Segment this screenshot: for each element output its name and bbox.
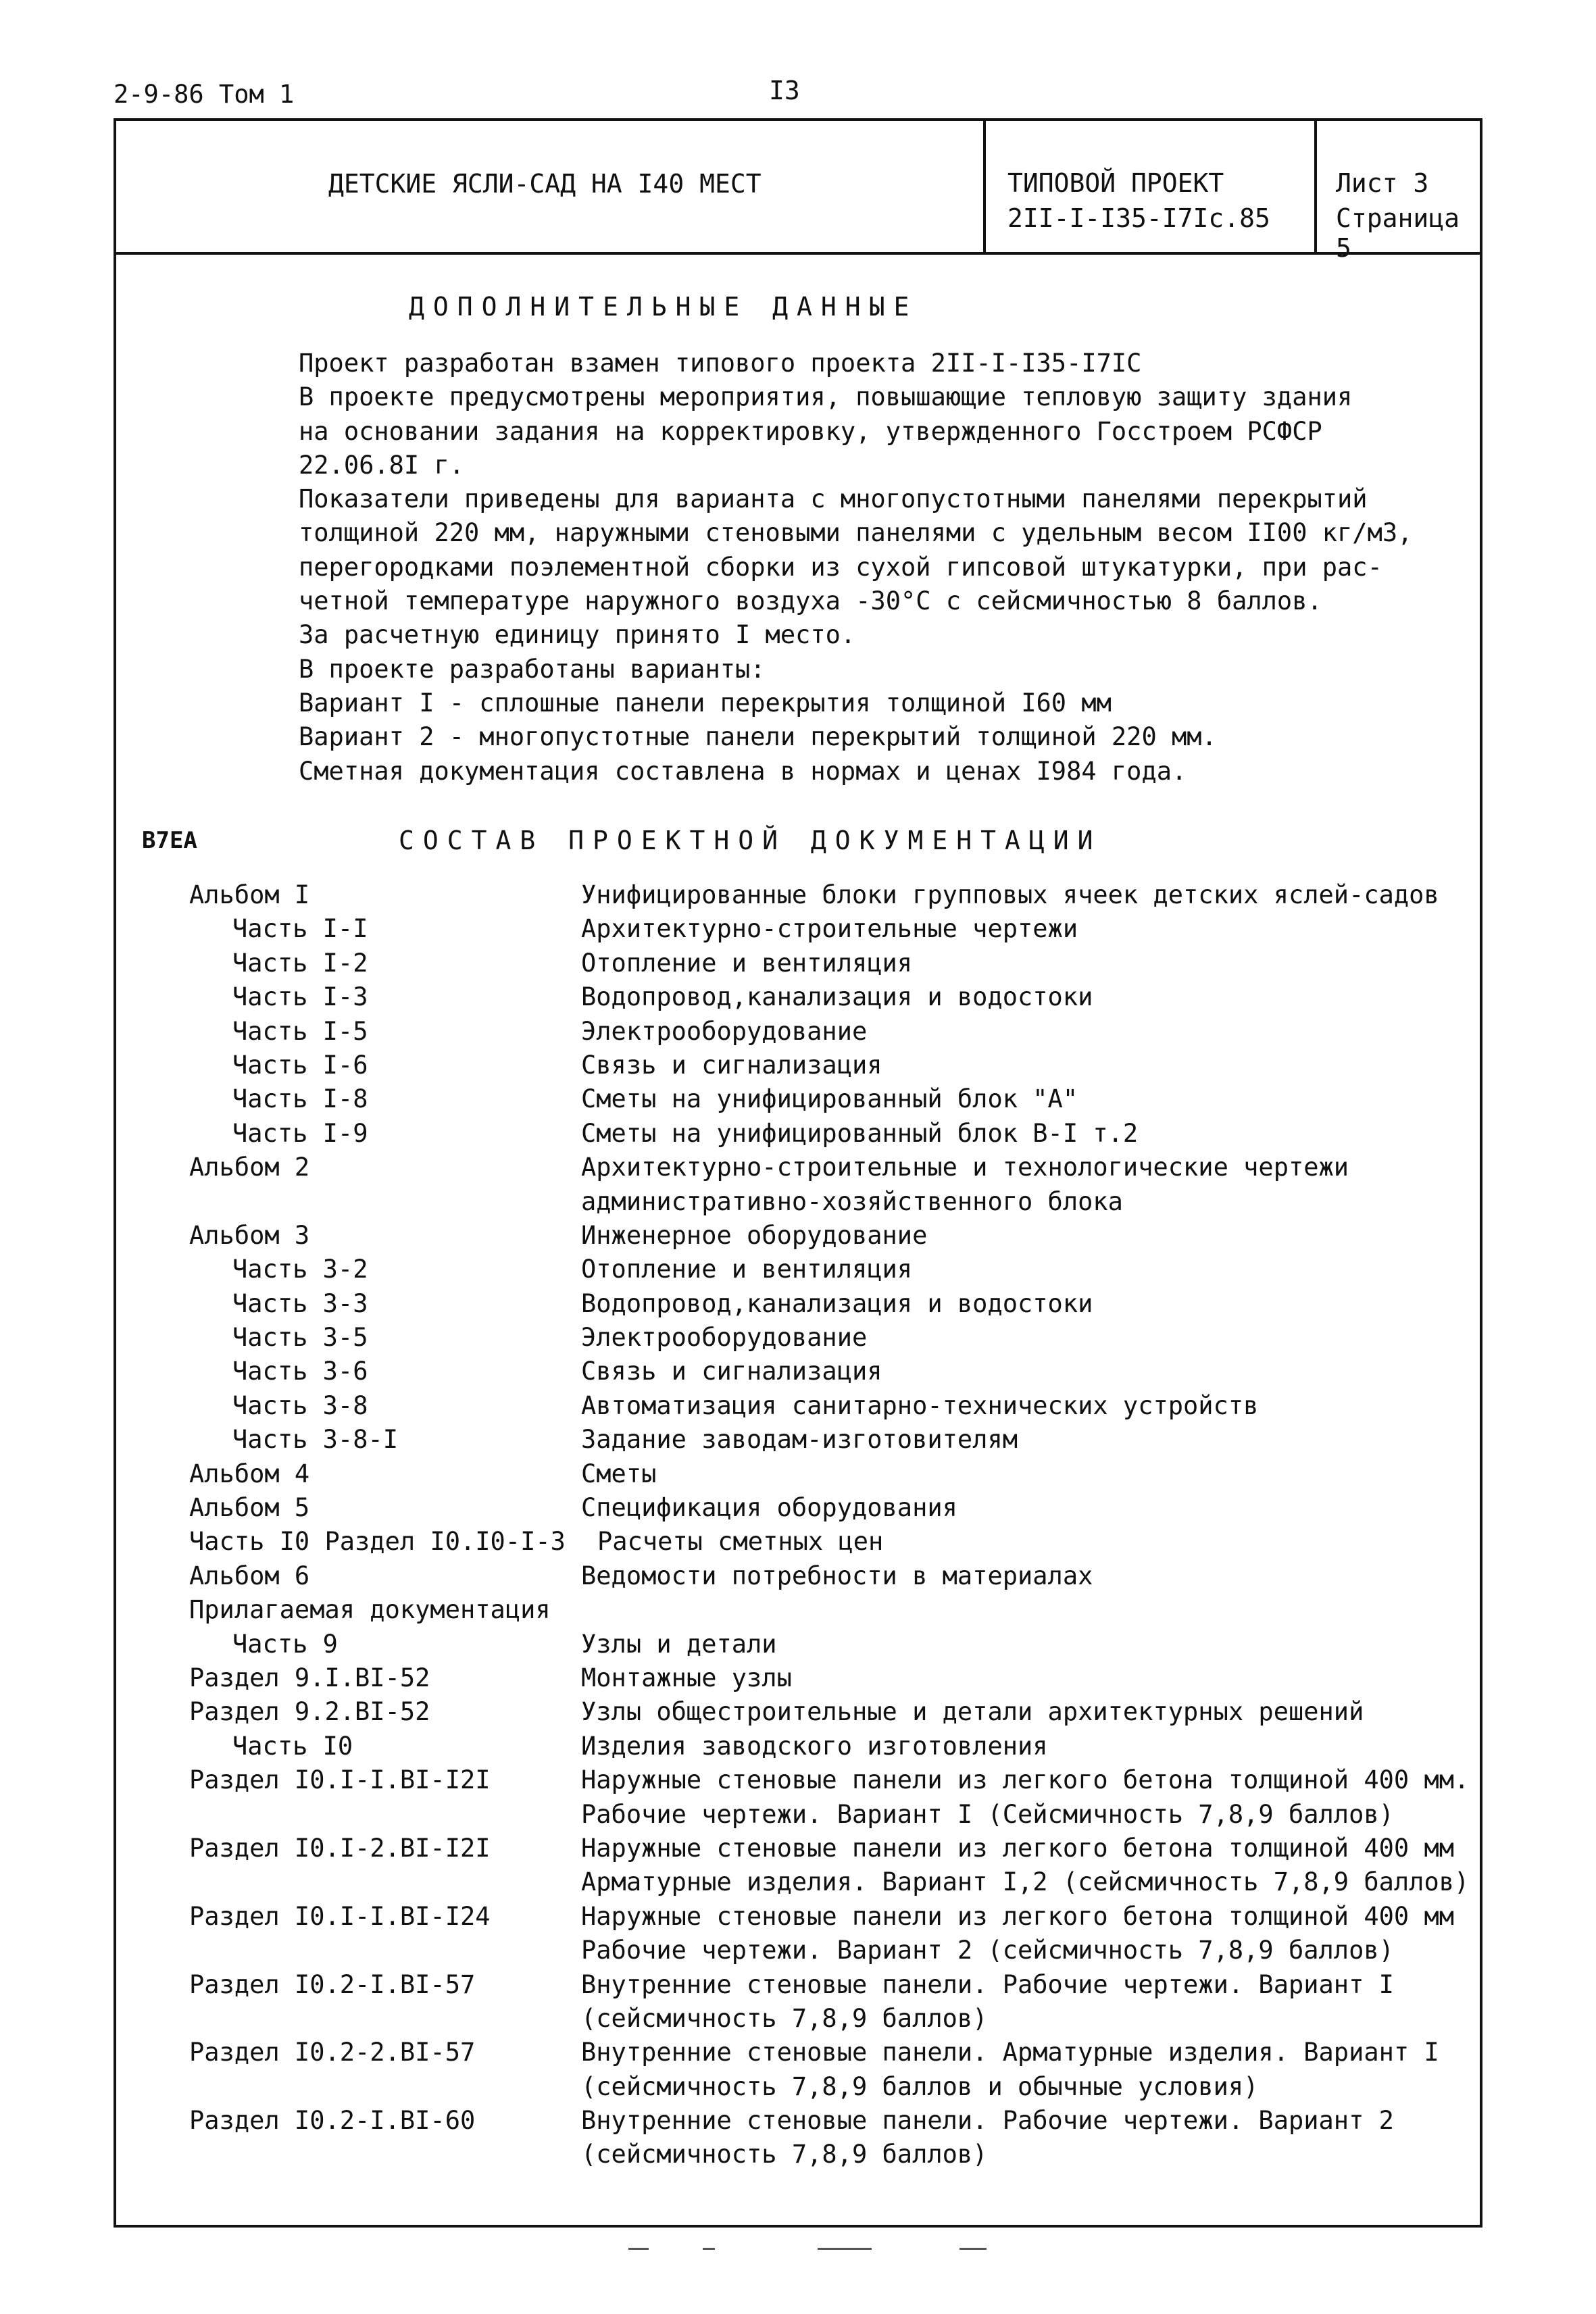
item-label: Часть 3-3 <box>232 1288 368 1318</box>
list-item <box>189 2070 1473 2104</box>
list-item <box>189 1491 1473 1525</box>
item-label: Часть I-5 <box>232 1016 368 1046</box>
title-block <box>116 121 1480 263</box>
item-label: Раздел 9.I.BI-52 <box>189 1663 430 1692</box>
item-label: Альбом 5 <box>189 1493 310 1523</box>
item-description: административно-хозяйственного блока <box>581 1186 1123 1216</box>
series-label: 2-9-86 Том 1 <box>114 80 295 109</box>
item-description: Наружные стеновые панели из легкого бетона толщиной 400 мм. <box>581 1765 1470 1795</box>
list-item <box>189 1457 1473 1491</box>
list-item <box>189 1832 1473 1865</box>
list-item <box>189 1628 1473 1661</box>
object-name: ДЕТСКИЕ ЯСЛИ-САД НА I40 МЕСТ <box>328 169 762 199</box>
project-code: 2II-I-I35-I7Iс.85 <box>1007 203 1270 233</box>
list-item <box>189 1900 1473 1934</box>
item-description: Ведомости потребности в материалах <box>581 1561 1093 1590</box>
list-item <box>189 1798 1473 1832</box>
item-label: Раздел 9.2.BI-52 <box>189 1697 430 1727</box>
item-description: Рабочие чертежи. Вариант 2 (сейсмичность 7,8,9 баллов) <box>581 1936 1394 1965</box>
page-index: Страница 5 <box>1336 203 1460 263</box>
item-description: Наружные стеновые панели из легкого бетона толщиной 400 мм <box>581 1833 1455 1863</box>
text-line: Проект разработан взамен типового проекта 2II-I-I35-I7IС <box>299 349 1142 378</box>
item-description: (сейсмичность 7,8,9 баллов) <box>581 2140 988 2169</box>
list-item <box>189 1661 1473 1695</box>
item-label: Часть 3-5 <box>232 1323 368 1353</box>
text-line: четной температуре наружного воздуха -30°С с сейсмичностью 8 баллов. <box>299 586 1322 616</box>
item-description: Узлы общестроительные и детали архитектурных решений <box>581 1697 1364 1727</box>
title-cell-object <box>116 121 986 252</box>
list-item <box>189 1968 1473 2002</box>
footer-mark <box>959 2248 987 2250</box>
item-description: Арматурные изделия. Вариант I,2 (сейсмичность 7,8,9 баллов) <box>581 1867 1470 1897</box>
item-label: Часть 3-6 <box>232 1357 368 1386</box>
item-description: Спецификация оборудования <box>581 1493 957 1523</box>
item-description: (сейсмичность 7,8,9 баллов) <box>581 2003 988 2033</box>
item-label: Альбом I <box>189 880 310 909</box>
item-label: Раздел I0.I-I.BI-I24 <box>189 1901 491 1931</box>
item-description: Наружные стеновые панели из легкого бетона толщиной 400 мм <box>581 1901 1455 1931</box>
item-description: Сметы на унифицированный блок В-I т.2 <box>581 1118 1139 1148</box>
list-item <box>189 1321 1473 1355</box>
item-label: Раздел I0.2-2.BI-57 <box>189 2038 476 2067</box>
item-label: Часть 3-2 <box>232 1255 368 1284</box>
text-line: За расчетную единицу принято I место. <box>299 620 856 650</box>
list-item <box>189 1695 1473 1729</box>
item-label: Часть I0 <box>232 1731 353 1761</box>
list-item <box>189 1865 1473 1899</box>
additional-data-heading: ДОПОЛНИТЕЛЬНЫЕ ДАННЫЕ <box>409 292 918 322</box>
item-description: Связь и сигнализация <box>581 1357 882 1386</box>
item-description: Отопление и вентиляция <box>581 1255 913 1284</box>
text-line: толщиной 220 мм, наружными стеновыми панелями с удельным весом II00 кг/м3, <box>299 518 1413 548</box>
list-item <box>189 2104 1473 2138</box>
item-description: Узлы и детали <box>581 1629 777 1659</box>
list-item <box>189 1219 1473 1253</box>
list-item <box>189 878 1473 912</box>
item-label: Часть I-I <box>232 914 368 944</box>
list-item <box>189 1049 1473 1082</box>
item-description: Водопровод,канализация и водостоки <box>581 1288 1093 1318</box>
item-label: Раздел I0.2-I.BI-60 <box>189 2106 476 2136</box>
composition-heading: СОСТАВ ПРОЕКТНОЙ ДОКУМЕНТАЦИИ <box>399 826 1102 855</box>
list-item <box>189 1525 1473 1559</box>
list-item <box>189 1730 1473 1763</box>
list-item <box>189 1015 1473 1049</box>
text-line: Вариант 2 - многопустотные панели перекрытий толщиной 220 мм. <box>299 722 1217 752</box>
list-item <box>189 1355 1473 1388</box>
item-description: Расчеты сметных цен <box>597 1527 884 1557</box>
list-item <box>189 1117 1473 1151</box>
item-description: Связь и сигнализация <box>581 1050 882 1080</box>
item-description: Внутренние стеновые панели. Рабочие чертежи. Вариант 2 <box>581 2106 1394 2136</box>
item-label: Раздел I0.I-I.BI-I2I <box>189 1765 491 1795</box>
item-description: (сейсмичность 7,8,9 баллов и обычные условия) <box>581 2071 1259 2101</box>
item-description: Отопление и вентиляция <box>581 948 913 978</box>
list-item <box>189 1763 1473 1797</box>
page-number: I3 <box>769 76 800 105</box>
item-label: Альбом 2 <box>189 1153 310 1182</box>
title-cell-sheet <box>1317 121 1482 263</box>
item-label: Раздел I0.2-I.BI-57 <box>189 1969 476 1999</box>
composition-list <box>189 878 1473 2172</box>
item-label: Прилагаемая документация <box>189 1595 551 1625</box>
list-item <box>189 2138 1473 2171</box>
item-label: Альбом 4 <box>189 1459 310 1488</box>
title-cell-project <box>986 121 1317 252</box>
item-label: Часть I-6 <box>232 1050 368 1080</box>
list-item <box>189 1389 1473 1423</box>
item-label: Часть I0 Раздел I0.I0-I-3 <box>189 1527 566 1557</box>
item-description: Унифицированные блоки групповых ячеек детских яслей-садов <box>581 880 1439 909</box>
list-item <box>189 1423 1473 1457</box>
list-item <box>189 980 1473 1014</box>
footer-mark <box>628 2248 649 2250</box>
item-label: Раздел I0.I-2.BI-I2I <box>189 1833 491 1863</box>
item-label: Часть 3-8 <box>232 1390 368 1420</box>
stamp-code: B7EA <box>142 827 197 854</box>
item-description: Монтажные узлы <box>581 1663 792 1692</box>
project-label: ТИПОВОЙ ПРОЕКТ <box>1007 168 1224 198</box>
additional-data-text <box>299 347 1447 788</box>
sheet-number: Лист 3 <box>1336 168 1429 198</box>
item-label: Альбом 6 <box>189 1561 310 1590</box>
list-item <box>189 947 1473 980</box>
list-item <box>189 1185 1473 1219</box>
item-label: Часть I-3 <box>232 982 368 1012</box>
text-line: 22.06.8I г. <box>299 450 465 480</box>
item-description: Архитектурно-строительные чертежи <box>581 914 1078 944</box>
list-item <box>189 2036 1473 2069</box>
item-description: Инженерное оборудование <box>581 1220 928 1250</box>
item-label: Часть I-9 <box>232 1118 368 1148</box>
item-label: Альбом 3 <box>189 1220 310 1250</box>
text-line: на основании задания на корректировку, утвержденного Госстроем РСФСР <box>299 416 1322 446</box>
list-item <box>189 1287 1473 1321</box>
item-description: Внутренние стеновые панели. Рабочие чертежи. Вариант I <box>581 1969 1394 1999</box>
list-item <box>189 1593 1473 1627</box>
item-description: Сметы <box>581 1459 657 1488</box>
item-label: Часть 9 <box>232 1629 338 1659</box>
list-item <box>189 1082 1473 1116</box>
list-item <box>189 2002 1473 2036</box>
text-line: В проекте разработаны варианты: <box>299 654 766 684</box>
list-item <box>189 1151 1473 1184</box>
item-label: Часть I-8 <box>232 1084 368 1114</box>
text-line: перегородками поэлементной сборки из сухой гипсовой штукатурки, при рас- <box>299 552 1382 582</box>
item-description: Автоматизация санитарно-технических устройств <box>581 1390 1259 1420</box>
list-item <box>189 1559 1473 1593</box>
footer-mark <box>703 2248 715 2250</box>
list-item <box>189 1253 1473 1286</box>
text-line: Показатели приведены для варианта с многопустотными панелями перекрытий <box>299 484 1368 514</box>
item-description: Электрооборудование <box>581 1016 868 1046</box>
item-description: Сметы на унифицированный блок "А" <box>581 1084 1078 1114</box>
item-description: Задание заводам-изготовителям <box>581 1425 1018 1455</box>
item-description: Изделия заводского изготовления <box>581 1731 1048 1761</box>
item-description: Электрооборудование <box>581 1323 868 1353</box>
list-item <box>189 1934 1473 1967</box>
item-label: Часть I-2 <box>232 948 368 978</box>
item-description: Рабочие чертежи. Вариант I (Сейсмичность 7,8,9 баллов) <box>581 1799 1394 1829</box>
item-description: Водопровод,канализация и водостоки <box>581 982 1093 1012</box>
text-line: Сметная документация составлена в нормах и ценах I984 года. <box>299 756 1187 786</box>
text-line: Вариант I - сплошные панели перекрытия толщиной I60 мм <box>299 688 1112 718</box>
list-item <box>189 912 1473 946</box>
item-description: Внутренние стеновые панели. Арматурные изделия. Вариант I <box>581 2038 1439 2067</box>
text-line: В проекте предусмотрены мероприятия, повышающие тепловую защиту здания <box>299 382 1353 412</box>
item-label: Часть 3-8-I <box>232 1425 399 1455</box>
item-description: Архитектурно-строительные и технологические чертежи <box>581 1153 1349 1182</box>
footer-mark <box>818 2248 872 2250</box>
